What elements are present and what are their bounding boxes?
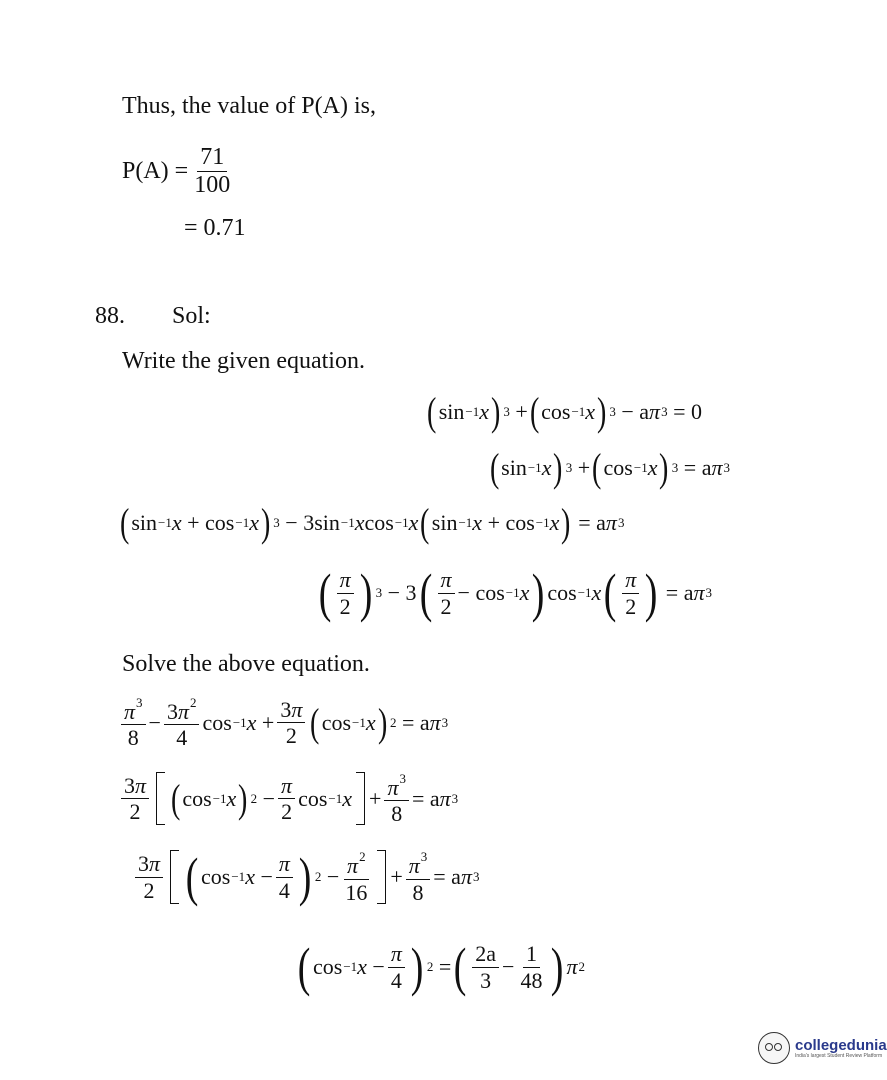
probability-equation	[122, 145, 236, 198]
brand-logo	[758, 1032, 887, 1064]
pa-numerator: 71	[197, 145, 227, 172]
equation-3: ( sin −1 x + cos −1 x ) 3 − 3sin −1 x cos −1 x ( sin −1 x + cos −1 x ) = a π 3	[119, 500, 625, 545]
equation-5: $\frac{\pi^3}{8}$ − $\frac{3\pi^2}{4}$ cos −1 x + $\frac{3\pi}{2}$ ( cos −1 x ) 2 = a π 3	[118, 696, 448, 749]
equation-8: ( cos −1 x − $\frac{\pi}{4}$ ) 2 = ( $\frac{2a}{3}$ − $\frac{1}{48}$ ) π 2	[297, 937, 585, 997]
brand-mascot-icon	[758, 1032, 790, 1064]
brand-name: collegedunia	[795, 1036, 887, 1054]
equation-4: ( $\frac{\pi}{2}$ ) 3 − 3 ( $\frac{\pi}{2}$ − cos −1 x ) cos −1 x ( $\frac{\pi}{2}$ ) = a π 3	[318, 563, 712, 623]
equation-7: $\frac{3\pi}{2}$ ( cos −1 x − $\frac{\pi}{4}$ ) 2 − $\frac{\pi^2}{16}$ + $\frac{\pi^3}{8}$ = a π 3	[132, 850, 479, 904]
solution-label: Sol:	[172, 303, 211, 329]
equation-2: ( sin −1 x ) 3 + ( cos −1 x ) 3 = a π 3	[489, 445, 730, 490]
solve-instruction: Solve the above equation.	[122, 651, 370, 677]
intro-text: Thus, the value of P(A) is,	[122, 93, 376, 119]
write-instruction: Write the given equation.	[122, 348, 365, 374]
pa-denominator: 100	[194, 172, 231, 199]
pa-fraction	[191, 145, 233, 198]
equation-6: $\frac{3\pi}{2}$ ( cos −1 x ) 2 − $\frac{\pi}{2}$ cos −1 x + $\frac{\pi^3}{8}$ = a π 3	[118, 772, 458, 825]
pa-result: = 0.71	[184, 215, 246, 241]
brand-tagline: India's largest Student Review Platform	[795, 1052, 883, 1059]
pa-lhs: P(A) =	[122, 158, 189, 185]
equation-1: ( sin −1 x ) 3 + ( cos −1 x ) 3 − a π 3 = 0	[427, 389, 702, 434]
question-number: 88.	[95, 303, 125, 329]
